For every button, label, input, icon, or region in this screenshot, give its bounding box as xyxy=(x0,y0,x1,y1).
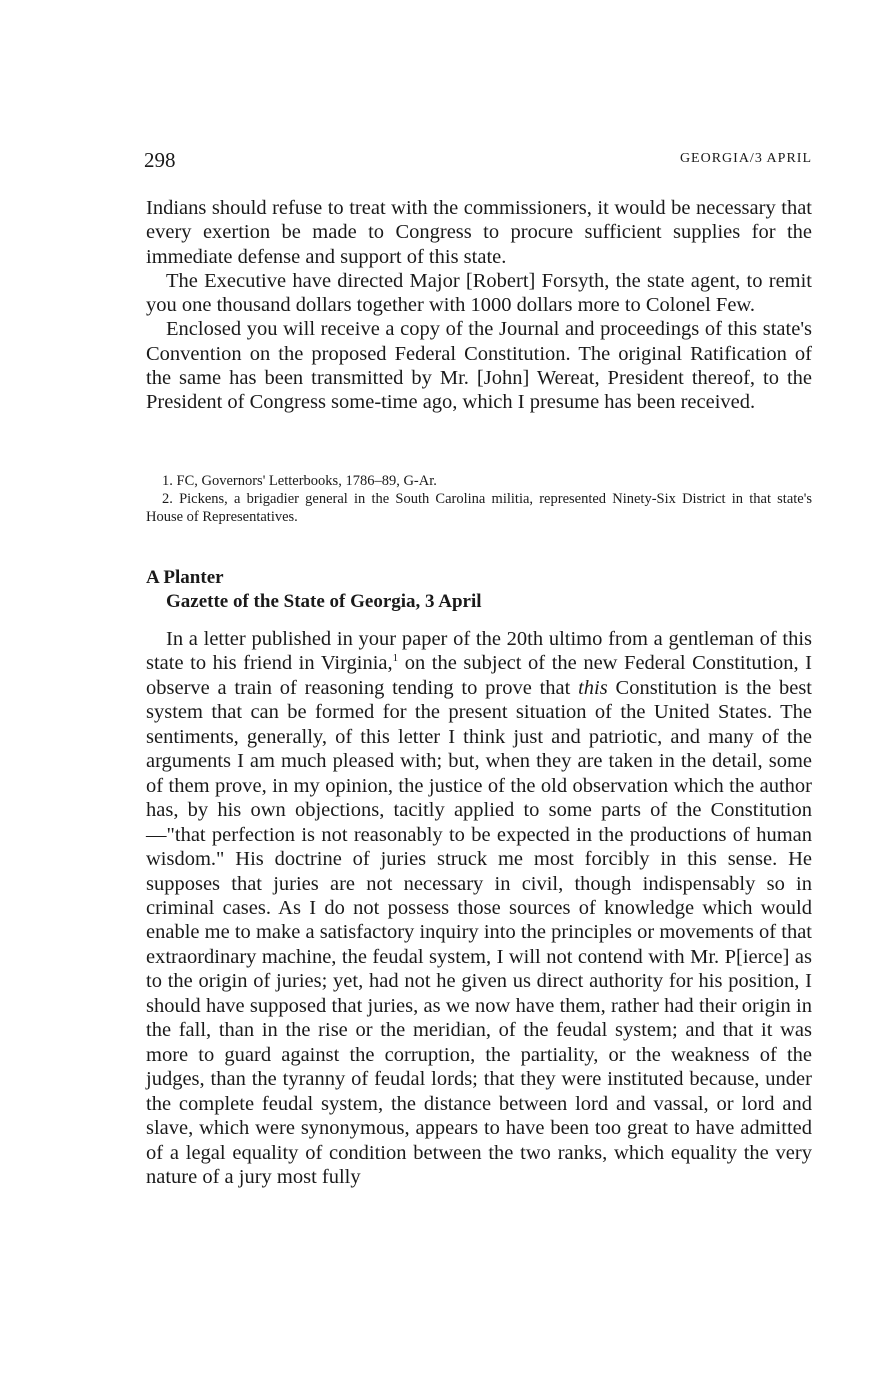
letter-paragraph: Indians should refuse to treat with the commissioners, it would be necessary that every exertion be made to Congress to procure sufficient supplies for the immediate defense and support of this state. xyxy=(146,197,812,268)
footnote-reference: 1 xyxy=(392,652,399,665)
section-running-title: GEORGIA/3 APRIL xyxy=(679,151,812,166)
article-body xyxy=(146,627,812,1189)
document-source: Gazette of the State of Georgia, 3 April xyxy=(166,591,482,612)
footnotes xyxy=(146,472,812,526)
running-head xyxy=(146,148,812,174)
document-heading xyxy=(146,566,482,614)
footnote: 1. FC, Governors' Letterbooks, 1786–89, G-Ar. xyxy=(162,473,437,489)
footnote: 2. Pickens, a brigadier general in the South Carolina militia, represented Ninety-Six District in that state's House of Representatives. xyxy=(146,491,812,525)
emphasized-word: this xyxy=(578,676,608,699)
letter-paragraph: Enclosed you will receive a copy of the Journal and proceedings of this state's Convention on the proposed Federal Constitution. The original Ratification of the same has been transmitted by Mr. [John] Wereat, President thereof, to the President of Congress some-time ago, which I presume has been received. xyxy=(146,318,812,414)
article-paragraph xyxy=(146,627,812,1189)
page-number: 298 xyxy=(144,148,176,172)
letter-continuation xyxy=(146,196,812,415)
article-text: Constitution is the best system that can be formed for the present situation of the United States. The sentiments, generally, of this letter I think just and patriotic, and many of the arguments I am much pleased with; but, when they are taken in the detail, some of them prove, in my opinion, the justice of the old observation which the author has, by his own objections, tacitly applied to some parts of the Constitution—"that perfection is not reasonably to be expected in the productions of human wisdom." His doctrine of juries struck me most forcibly in this sense. He supposes that juries are not necessary in civil, though indispensably so in criminal cases. As I do not possess those sources of knowledge which would enable me to make a satisfactory inquiry into the principles or movements of that extraordinary machine, the feudal system, I will not contend with Mr. P[ierce] as to the origin of juries; yet, had not he given us direct authority for his position, I should have supposed that juries, as we now have them, rather had their origin in the fall, than in the rise or the meridian, of the feudal system; and that it was more to guard against the corruption, the partiality, or the weakness of the judges, than the tyranny of feudal lords; that they were instituted because, under the complete feudal system, the distance between lord and vassal, or lord and slave, which were synonymous, appears to have been too great to have admitted of a legal equality of condition between the two ranks, which equality the very nature of a jury most fully xyxy=(146,676,812,1188)
article-text: In a letter published in your paper of the 20th ultimo from a gentleman of this state to his friend in Virginia, xyxy=(146,628,812,675)
document-author: A Planter xyxy=(146,567,224,588)
article-text: on the subject of the new Federal Constitution, I observe a train of reasoning tending to prove that xyxy=(146,652,812,699)
letter-paragraph: The Executive have directed Major [Robert] Forsyth, the state agent, to remit you one thousand dollars together with 1000 dollars more to Colonel Few. xyxy=(146,269,812,317)
